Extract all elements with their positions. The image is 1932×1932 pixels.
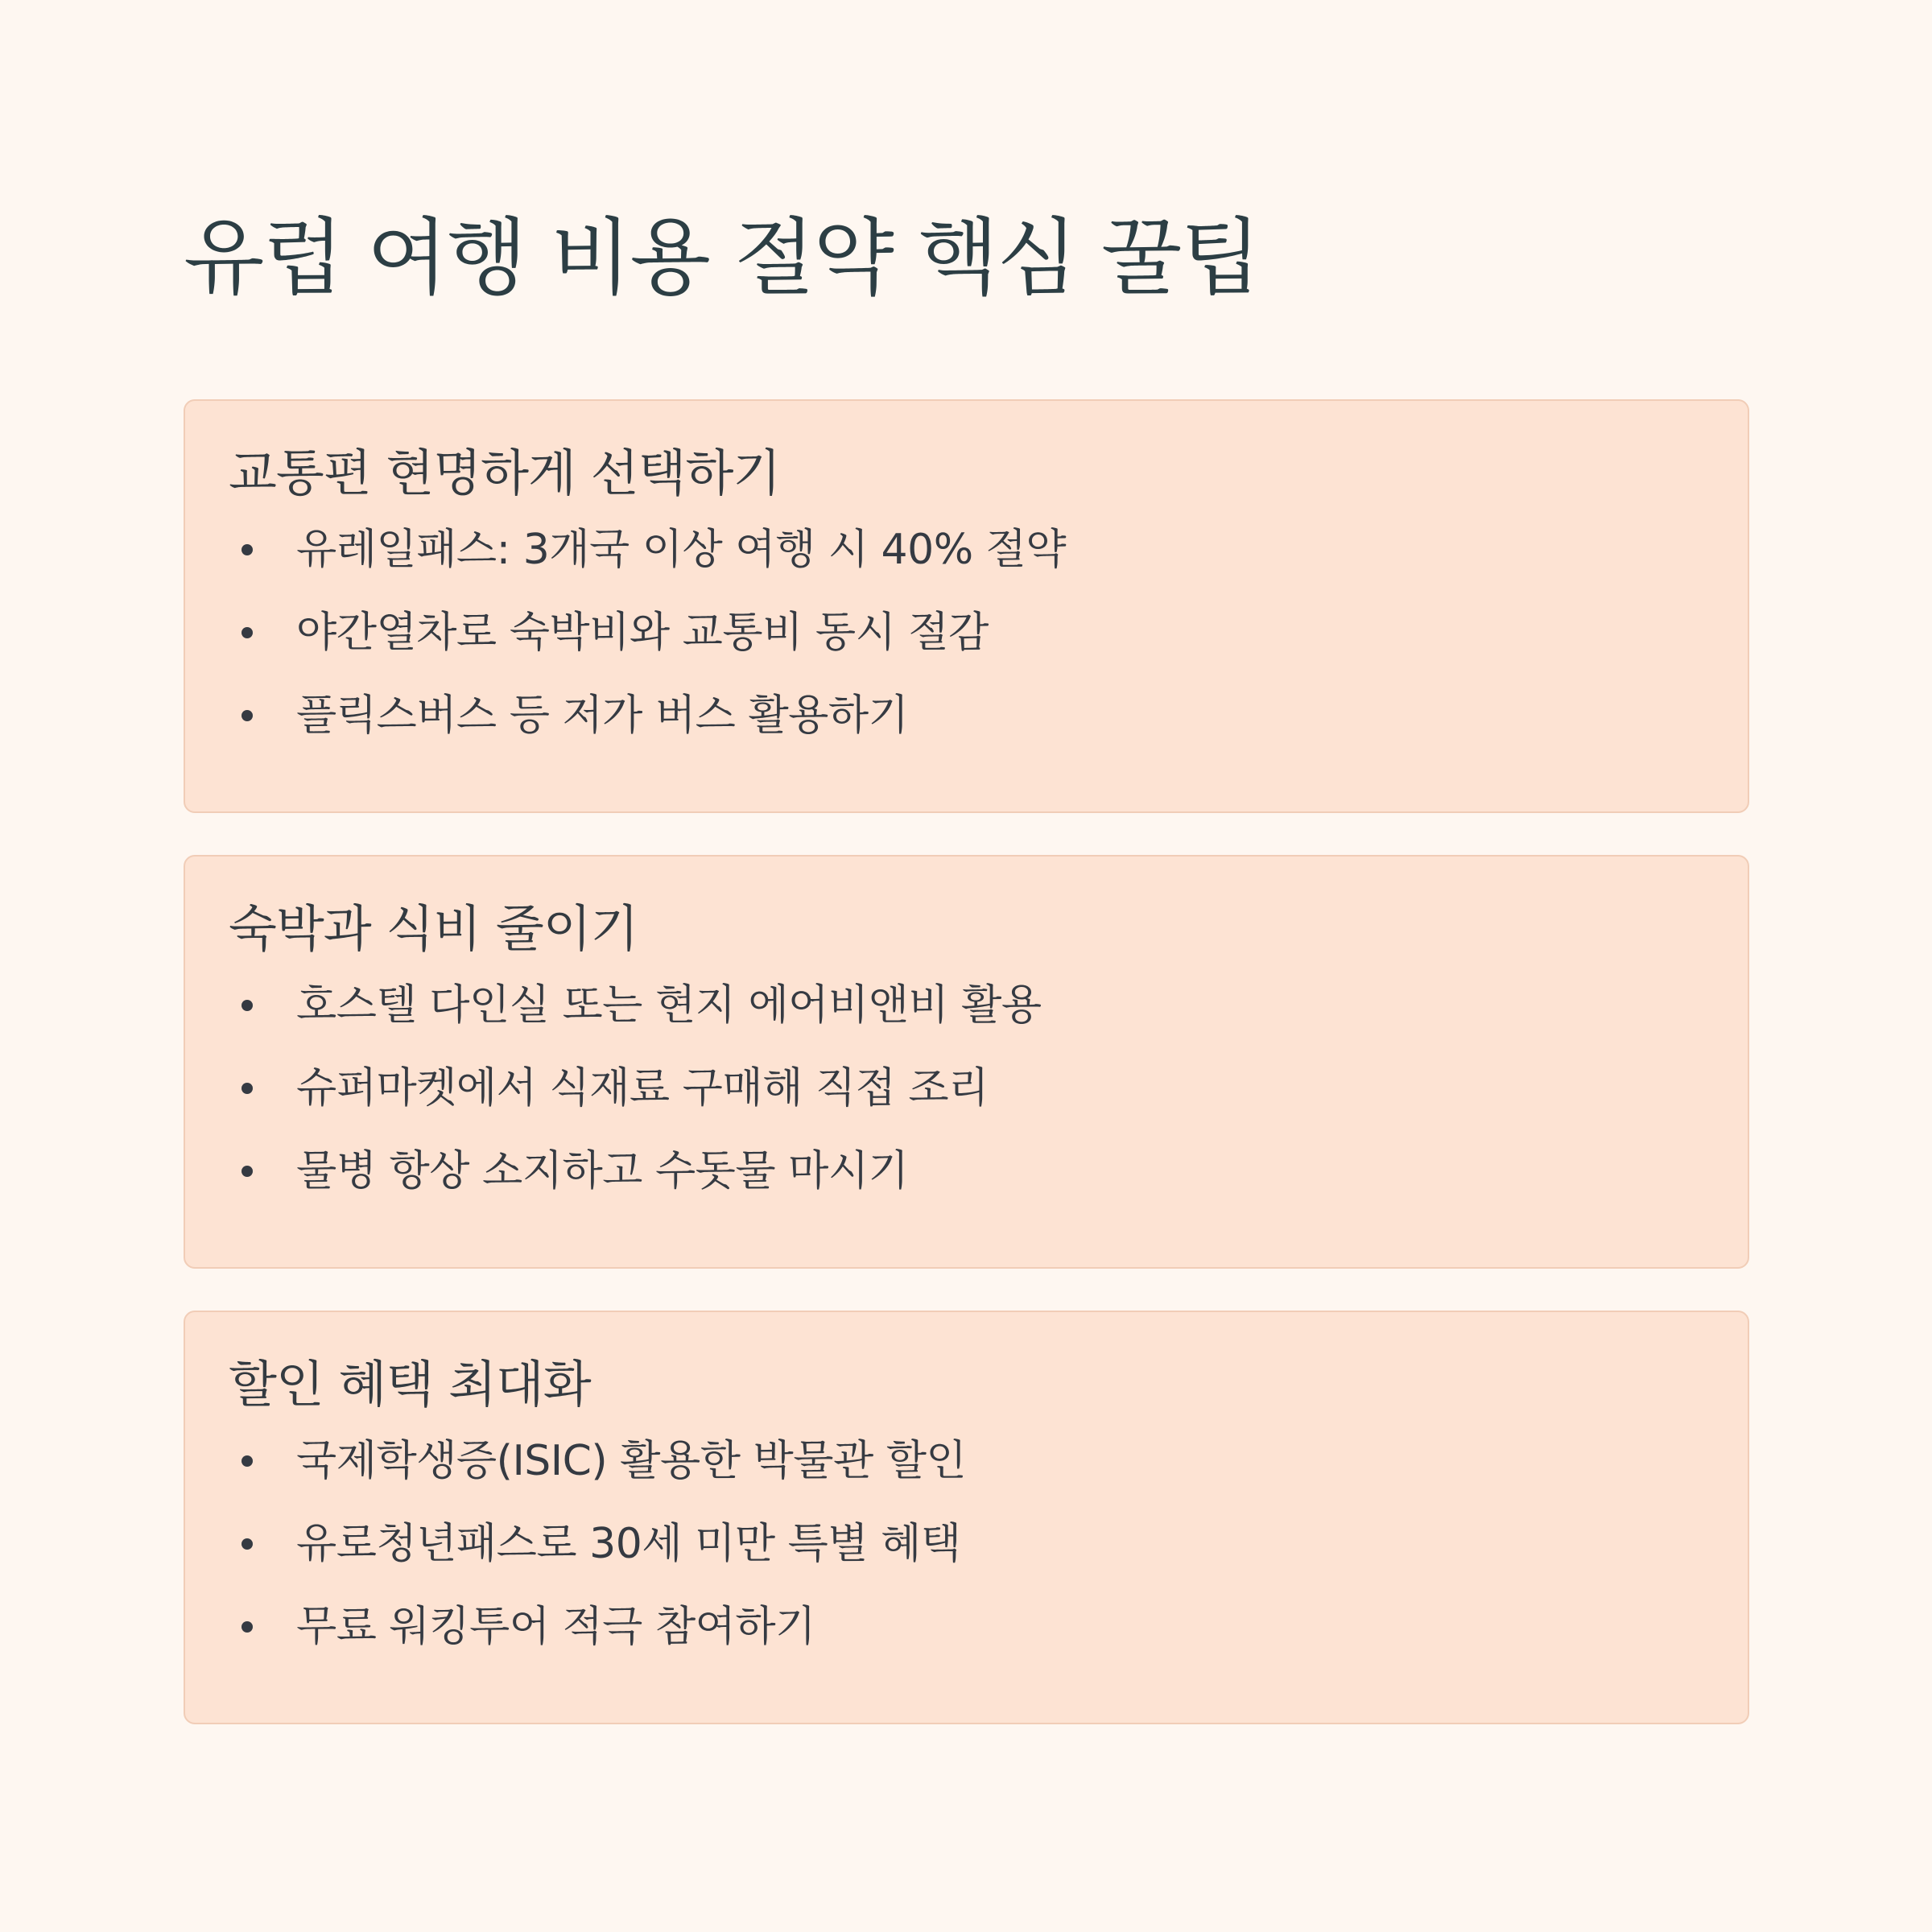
list-item-text: 무료 워킹투어 적극 참여하기 bbox=[296, 1603, 815, 1651]
card-heading: 교통편 현명하게 선택하기 bbox=[229, 444, 781, 502]
list-item-text: 슈퍼마켓에서 식재료 구매해 직접 조리 bbox=[296, 1064, 989, 1113]
list-item bbox=[229, 971, 1704, 1054]
bullet-icon bbox=[242, 1166, 253, 1177]
page-title: 유럽 여행 비용 절약 핵심 꿀팁 bbox=[184, 208, 1260, 307]
list-item-text: 국제학생증(ISIC) 활용한 박물관 할인 bbox=[296, 1437, 967, 1485]
list-item bbox=[229, 515, 1704, 598]
list-item-text: 유로청년패스로 30세 미만 특별 혜택 bbox=[296, 1520, 961, 1568]
list-item bbox=[229, 1137, 1704, 1220]
bullet-icon bbox=[242, 1538, 253, 1550]
bullet-icon bbox=[242, 1455, 253, 1467]
card-heading: 숙박과 식비 줄이기 bbox=[229, 899, 638, 958]
list-item-text: 유레일패스: 3개국 이상 여행 시 40% 절약 bbox=[296, 526, 1067, 574]
bullet-icon bbox=[242, 627, 253, 638]
bullet-icon bbox=[242, 544, 253, 555]
list-item-text: 야간열차로 숙박비와 교통비 동시 절감 bbox=[296, 609, 989, 657]
list-item-text: 플릭스버스 등 저가 버스 활용하기 bbox=[296, 691, 909, 740]
list-item-text: 물병 항상 소지하고 수돗물 마시기 bbox=[296, 1147, 909, 1195]
tip-list bbox=[229, 971, 1704, 1220]
list-item bbox=[229, 1426, 1704, 1509]
bullet-icon bbox=[242, 710, 253, 721]
list-item-text: 호스텔 다인실 또는 현지 에어비앤비 활용 bbox=[296, 981, 1042, 1030]
card-heading: 할인 혜택 최대화 bbox=[229, 1355, 591, 1414]
list-item bbox=[229, 1509, 1704, 1592]
list-item bbox=[229, 681, 1704, 764]
list-item bbox=[229, 598, 1704, 681]
bullet-icon bbox=[242, 1000, 253, 1011]
bullet-icon bbox=[242, 1083, 253, 1094]
tip-list bbox=[229, 515, 1704, 764]
list-item bbox=[229, 1592, 1704, 1675]
tip-list bbox=[229, 1426, 1704, 1675]
card-discounts bbox=[184, 1311, 1749, 1724]
card-transportation bbox=[184, 399, 1749, 813]
bullet-icon bbox=[242, 1621, 253, 1633]
card-lodging-food bbox=[184, 855, 1749, 1269]
list-item bbox=[229, 1054, 1704, 1137]
